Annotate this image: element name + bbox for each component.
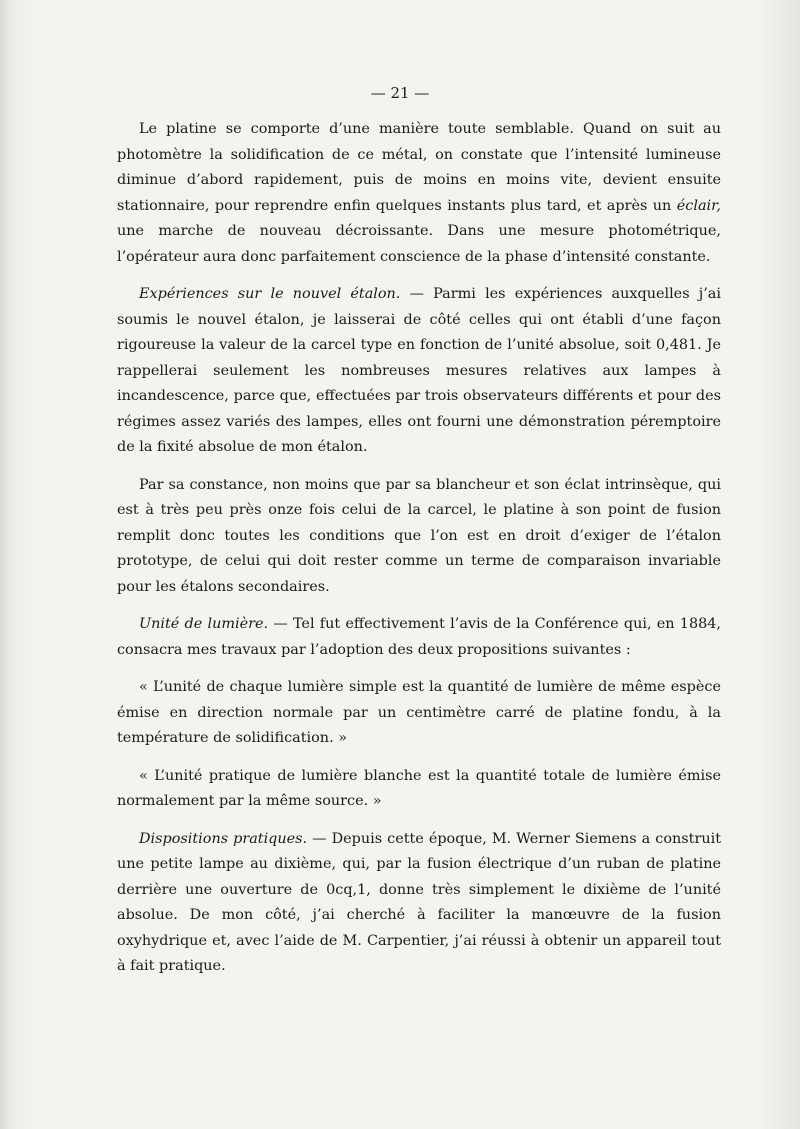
quote-unite-pratique [117, 764, 721, 815]
section-heading-experiences: Expériences sur le nouvel étalon. [139, 286, 401, 302]
paragraph-text-after: une marche de nouveau décroissante. Dans une mesure photométrique, l’opérateur aura donc parfaitement conscience de la phase d’intensité constante. [117, 223, 721, 265]
page-number: — 21 — [370, 84, 430, 102]
paragraph-constance [117, 473, 721, 601]
paragraph-platinum-solidification [117, 117, 721, 270]
paragraph-text: — Parmi les expériences auxquelles j’ai soumis le nouvel étalon, je laisserai de côté celles qui ont établi d’une façon rigoureuse la valeur de la carcel type en fonction de l’unité absolue, soit 0,481. Je rappellerai seulement les nombreuses mesures relatives aux lampes à incandescence, parce que, effectuées par trois observateurs différents et pour des régimes assez variés des lampes, elles ont fourni une démonstration péremptoire de la fixité absolue de mon étalon. [117, 286, 721, 455]
paragraph-text: — Depuis cette époque, M. Werner Siemens a construit une petite lampe au dixième, qui, par la fusion électrique d’un ruban de platine derrière une ouverture de 0cq,1, donne très simplement le dixième de l’unité absolue. De mon côté, j’ai cherché à faciliter la manœuvre de la fusion oxyhydrique et, avec l’aide de M. Carpentier, j’ai réussi à obtenir un appareil tout à fait pratique. [117, 830, 721, 974]
quote-unite-lumiere-simple [117, 675, 721, 752]
section-heading-unite: Unité de lumière. [139, 616, 269, 632]
paragraph-experiences [117, 282, 721, 461]
emphasis-eclair: éclair, [676, 197, 721, 214]
paragraph-text: Le platine se comporte d’une manière toute semblable. Quand on suit au photomètre la solidification de ce métal, on constate que l’intensité lumineuse diminue d’abord rapidement, puis de moins en moins vite, devient ensuite stationnaire, pour reprendre enfin quelques instants plus tard, et après un [117, 121, 721, 214]
quote-text: « L’unité de chaque lumière simple est la quantité de lumière de même espèce émise en direction normale par un centimètre carré de platine fondu, à la température de solidification. » [117, 679, 721, 746]
body-text [117, 117, 721, 992]
paragraph-unite-de-lumiere [117, 612, 721, 663]
paragraph-dispositions-pratiques [117, 827, 721, 980]
section-heading-dispositions: Dispositions pratiques. [139, 830, 308, 847]
quote-text: « L’unité pratique de lumière blanche est la quantité totale de lumière émise normalement par la même source. » [117, 767, 721, 809]
paragraph-text: Par sa constance, non moins que par sa blancheur et son éclat intrinsèque, qui est à très peu près onze fois celui de la carcel, le platine à son point de fusion remplit donc toutes les conditions que l’on est en droit d’exiger de l’étalon prototype, de celui qui doit rester comme un terme de comparaison invariable pour les étalons secondaires. [117, 476, 721, 595]
paragraph-text: — Tel fut effectivement l’avis de la Conférence qui, en 1884, consacra mes travaux par l’adoption des deux propositions suivantes : [117, 616, 721, 658]
